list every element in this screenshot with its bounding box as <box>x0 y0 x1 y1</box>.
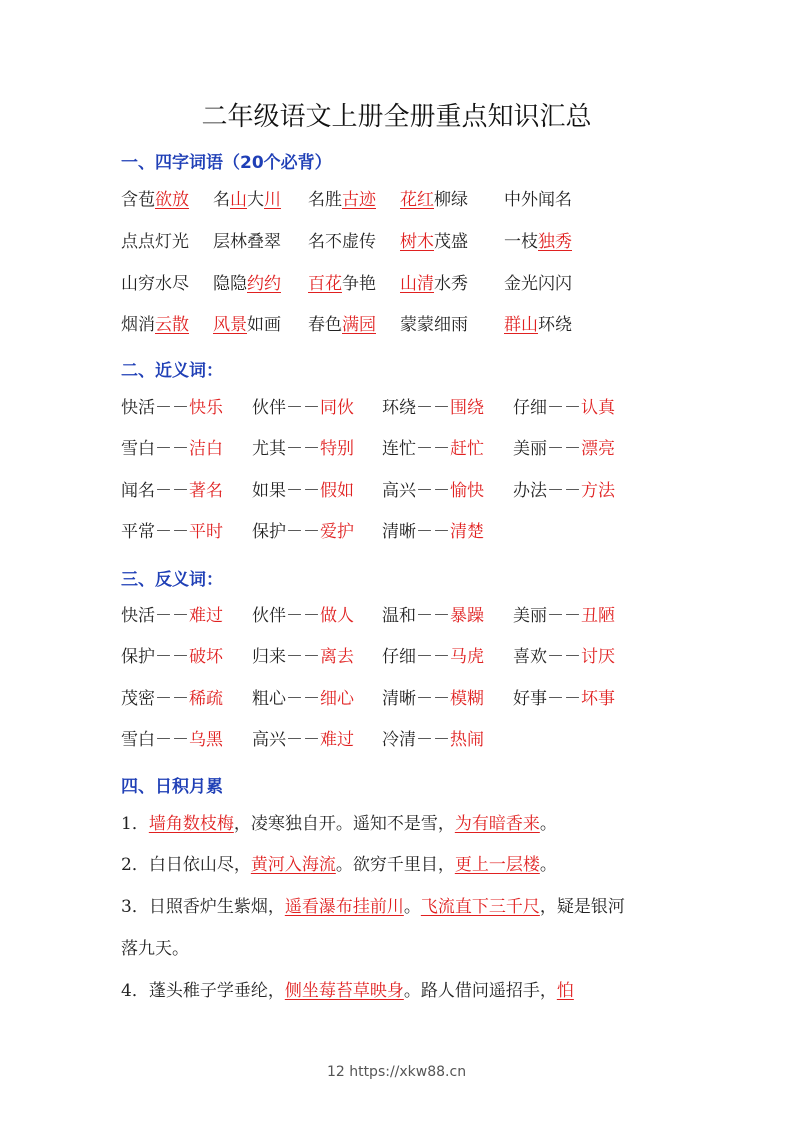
word: 茂密 <box>121 689 155 709</box>
answer-word: 愉快 <box>450 481 484 501</box>
poem-text: ，凌寒独自开。遥知不是雪， <box>233 814 455 834</box>
word: 办法 <box>513 481 547 501</box>
dash-separator: －－ <box>547 689 581 709</box>
word-highlight: 满园 <box>342 315 376 335</box>
word: 归来 <box>252 647 286 667</box>
word: 美丽 <box>513 606 547 626</box>
poem-text: 蓬头稚子学垂纶， <box>148 981 285 1001</box>
word-part: 金光闪闪 <box>504 274 572 294</box>
answer-word: 赶忙 <box>450 439 484 459</box>
word: 清晰 <box>382 522 416 542</box>
section-heading-synonyms: 二、近义词： <box>121 361 223 381</box>
synonym-pair <box>252 477 354 505</box>
poem-underlined: 墙角数枝梅 <box>148 814 234 834</box>
antonym-pair <box>513 685 615 713</box>
word: 冷清 <box>382 730 416 750</box>
poem-text: 日照香炉生紫烟， <box>148 897 285 917</box>
dash-separator: －－ <box>416 606 450 626</box>
poem-4 <box>121 977 574 1005</box>
four-char-word <box>121 270 189 298</box>
word: 连忙 <box>382 439 416 459</box>
word: 伙伴 <box>252 398 286 418</box>
poem-underlined: 侧坐莓苔草映身 <box>284 981 404 1001</box>
four-char-word <box>308 228 376 256</box>
antonym-pair <box>121 685 223 713</box>
dash-separator: －－ <box>547 606 581 626</box>
four-char-word <box>400 186 468 214</box>
word-part: 茂盛 <box>434 232 468 252</box>
dash-separator: －－ <box>155 398 189 418</box>
poem-underlined: 为有暗香来 <box>454 814 540 834</box>
word-highlight: 欲放 <box>155 190 189 210</box>
answer-word: 乌黑 <box>189 730 223 750</box>
word: 闻名 <box>121 481 155 501</box>
word: 清晰 <box>382 689 416 709</box>
antonym-pair <box>252 602 354 630</box>
poem-3 <box>121 893 625 921</box>
antonym-pair <box>382 685 484 713</box>
dash-separator: －－ <box>286 730 320 750</box>
answer-word: 破坏 <box>189 647 223 667</box>
word-part: 层林叠翠 <box>213 232 281 252</box>
dash-separator: －－ <box>286 647 320 667</box>
poem-number: 4． <box>121 981 149 1001</box>
answer-word: 围绕 <box>450 398 484 418</box>
dash-separator: －－ <box>155 481 189 501</box>
dash-separator: －－ <box>416 730 450 750</box>
synonym-pair <box>252 518 354 546</box>
word-part: 点点灯光 <box>121 232 189 252</box>
word-highlight: 树木 <box>400 232 434 252</box>
synonym-pair <box>252 435 354 463</box>
poem-number: 1． <box>121 814 149 834</box>
antonym-pair <box>513 602 615 630</box>
word-highlight: 花红 <box>400 190 434 210</box>
dash-separator: －－ <box>155 522 189 542</box>
dash-separator: －－ <box>155 647 189 667</box>
poem-text: 。 <box>539 814 557 834</box>
dash-separator: －－ <box>416 647 450 667</box>
word: 仔细 <box>513 398 547 418</box>
four-char-word <box>121 228 189 256</box>
word: 伙伴 <box>252 606 286 626</box>
answer-word: 同伙 <box>320 398 354 418</box>
word-part: 柳绿 <box>434 190 468 210</box>
dash-separator: －－ <box>416 522 450 542</box>
answer-word: 假如 <box>320 481 354 501</box>
word: 温和 <box>382 606 416 626</box>
dash-separator: －－ <box>155 689 189 709</box>
poem-text: ，疑是银河 <box>539 897 625 917</box>
synonym-pair <box>513 394 615 422</box>
word-part: 蒙蒙细雨 <box>400 315 468 335</box>
four-char-word <box>121 186 189 214</box>
dash-separator: －－ <box>286 398 320 418</box>
word: 雪白 <box>121 730 155 750</box>
dash-separator: －－ <box>416 481 450 501</box>
four-char-word <box>308 270 376 298</box>
poem-text: 白日依山尽， <box>148 855 251 875</box>
dash-separator: －－ <box>155 439 189 459</box>
answer-word: 马虎 <box>450 647 484 667</box>
answer-word: 难过 <box>320 730 354 750</box>
antonym-pair <box>382 643 484 671</box>
synonym-pair <box>252 394 354 422</box>
answer-word: 暴躁 <box>450 606 484 626</box>
word: 尤其 <box>252 439 286 459</box>
poem-number: 3． <box>121 897 149 917</box>
poem-underlined: 怕 <box>556 981 574 1001</box>
word-highlight: 百花 <box>308 274 342 294</box>
synonym-pair <box>121 435 223 463</box>
page-title: 二年级语文上册全册重点知识汇总 <box>201 102 592 132</box>
poem-underlined: 黄河入海流 <box>250 855 336 875</box>
four-char-word <box>213 270 281 298</box>
synonym-pair <box>513 477 615 505</box>
antonym-pair <box>252 643 354 671</box>
four-char-word <box>213 311 281 339</box>
poem-number: 2． <box>121 855 149 875</box>
synonym-pair <box>382 394 484 422</box>
dash-separator: －－ <box>547 439 581 459</box>
synonym-pair <box>382 435 484 463</box>
word: 好事 <box>513 689 547 709</box>
poem-underlined: 遥看瀑布挂前川 <box>284 897 404 917</box>
answer-word: 丑陋 <box>581 606 615 626</box>
word-part: 山穷水尽 <box>121 274 189 294</box>
synonym-pair <box>121 477 223 505</box>
four-char-word <box>121 311 189 339</box>
dash-separator: －－ <box>286 606 320 626</box>
answer-word: 平时 <box>189 522 223 542</box>
word-part: 春色 <box>308 315 342 335</box>
four-char-word <box>504 228 572 256</box>
dash-separator: －－ <box>547 647 581 667</box>
section-heading-antonyms: 三、反义词： <box>121 570 223 590</box>
word-part: 隐隐 <box>213 274 247 294</box>
answer-word: 特别 <box>320 439 354 459</box>
four-char-word <box>308 311 376 339</box>
four-char-word <box>400 270 468 298</box>
four-char-word <box>504 311 572 339</box>
four-char-word <box>308 186 376 214</box>
dash-separator: －－ <box>155 730 189 750</box>
synonym-pair <box>513 435 615 463</box>
dash-separator: －－ <box>286 522 320 542</box>
dash-separator: －－ <box>416 439 450 459</box>
four-char-word <box>213 228 281 256</box>
synonym-pair <box>382 477 484 505</box>
dash-separator: －－ <box>286 439 320 459</box>
antonym-pair <box>252 726 354 754</box>
word: 高兴 <box>252 730 286 750</box>
four-char-word <box>213 186 281 214</box>
section-heading-daily-accumulation: 四、日积月累 <box>121 777 223 797</box>
section-heading-four-char: 一、四字词语（20个必背） <box>121 153 332 173</box>
poem-text: 。 <box>539 855 557 875</box>
word-part: 烟消 <box>121 315 155 335</box>
word: 高兴 <box>382 481 416 501</box>
poem-text: 。路人借问遥招手， <box>403 981 557 1001</box>
word-highlight: 风景 <box>213 315 247 335</box>
answer-word: 稀疏 <box>189 689 223 709</box>
word: 保护 <box>121 647 155 667</box>
word: 如果 <box>252 481 286 501</box>
antonym-pair <box>121 643 223 671</box>
antonym-pair <box>121 726 223 754</box>
word-part: 争艳 <box>342 274 376 294</box>
four-char-word <box>400 228 468 256</box>
answer-word: 做人 <box>320 606 354 626</box>
word-highlight: 山清 <box>400 274 434 294</box>
word: 快活 <box>121 398 155 418</box>
answer-word: 漂亮 <box>581 439 615 459</box>
word: 保护 <box>252 522 286 542</box>
four-char-word <box>504 186 572 214</box>
answer-word: 方法 <box>581 481 615 501</box>
word-part: 水秀 <box>434 274 468 294</box>
answer-word: 热闹 <box>450 730 484 750</box>
dash-separator: －－ <box>416 398 450 418</box>
word-highlight: 约约 <box>247 274 281 294</box>
answer-word: 清楚 <box>450 522 484 542</box>
four-char-word <box>504 270 572 298</box>
dash-separator: －－ <box>286 689 320 709</box>
word-part: 名胜 <box>308 190 342 210</box>
synonym-pair <box>382 518 484 546</box>
word: 粗心 <box>252 689 286 709</box>
poem-2 <box>121 851 557 879</box>
word-part: 大 <box>247 190 264 210</box>
dash-separator: －－ <box>155 606 189 626</box>
answer-word: 快乐 <box>189 398 223 418</box>
dash-separator: －－ <box>547 481 581 501</box>
poem-underlined: 飞流直下三千尺 <box>420 897 540 917</box>
answer-word: 爱护 <box>320 522 354 542</box>
word-part: 含苞 <box>121 190 155 210</box>
antonym-pair <box>121 602 223 630</box>
word: 雪白 <box>121 439 155 459</box>
dash-separator: －－ <box>547 398 581 418</box>
answer-word: 洁白 <box>189 439 223 459</box>
word-highlight: 独秀 <box>538 232 572 252</box>
poem-text: 。 <box>403 897 421 917</box>
word-highlight: 川 <box>264 190 281 210</box>
word: 快活 <box>121 606 155 626</box>
synonym-pair <box>121 394 223 422</box>
antonym-pair <box>513 643 615 671</box>
answer-word: 坏事 <box>581 689 615 709</box>
word-part: 名 <box>213 190 230 210</box>
answer-word: 模糊 <box>450 689 484 709</box>
antonym-pair <box>382 602 484 630</box>
dash-separator: －－ <box>286 481 320 501</box>
word: 喜欢 <box>513 647 547 667</box>
answer-word: 著名 <box>189 481 223 501</box>
word-part: 名不虚传 <box>308 232 376 252</box>
word: 仔细 <box>382 647 416 667</box>
dash-separator: －－ <box>416 689 450 709</box>
poem-1 <box>121 810 557 838</box>
answer-word: 难过 <box>189 606 223 626</box>
page-footer: 12 https://xkw88.cn <box>326 1064 467 1080</box>
word-part: 环绕 <box>538 315 572 335</box>
synonym-pair <box>121 518 223 546</box>
poem-text: 。欲穷千里目， <box>335 855 455 875</box>
word-highlight: 古迹 <box>342 190 376 210</box>
word-part: 如画 <box>247 315 281 335</box>
word-highlight: 山 <box>230 190 247 210</box>
word: 美丽 <box>513 439 547 459</box>
word-highlight: 云散 <box>155 315 189 335</box>
word-highlight: 群山 <box>504 315 538 335</box>
answer-word: 讨厌 <box>581 647 615 667</box>
four-char-word <box>400 311 468 339</box>
answer-word: 认真 <box>581 398 615 418</box>
word: 环绕 <box>382 398 416 418</box>
word-part: 一枝 <box>504 232 538 252</box>
word: 平常 <box>121 522 155 542</box>
answer-word: 离去 <box>320 647 354 667</box>
poem-3-continued: 落九天。 <box>121 939 189 959</box>
antonym-pair <box>252 685 354 713</box>
antonym-pair <box>382 726 484 754</box>
poem-underlined: 更上一层楼 <box>454 855 540 875</box>
answer-word: 细心 <box>320 689 354 709</box>
word-part: 中外闻名 <box>504 190 572 210</box>
